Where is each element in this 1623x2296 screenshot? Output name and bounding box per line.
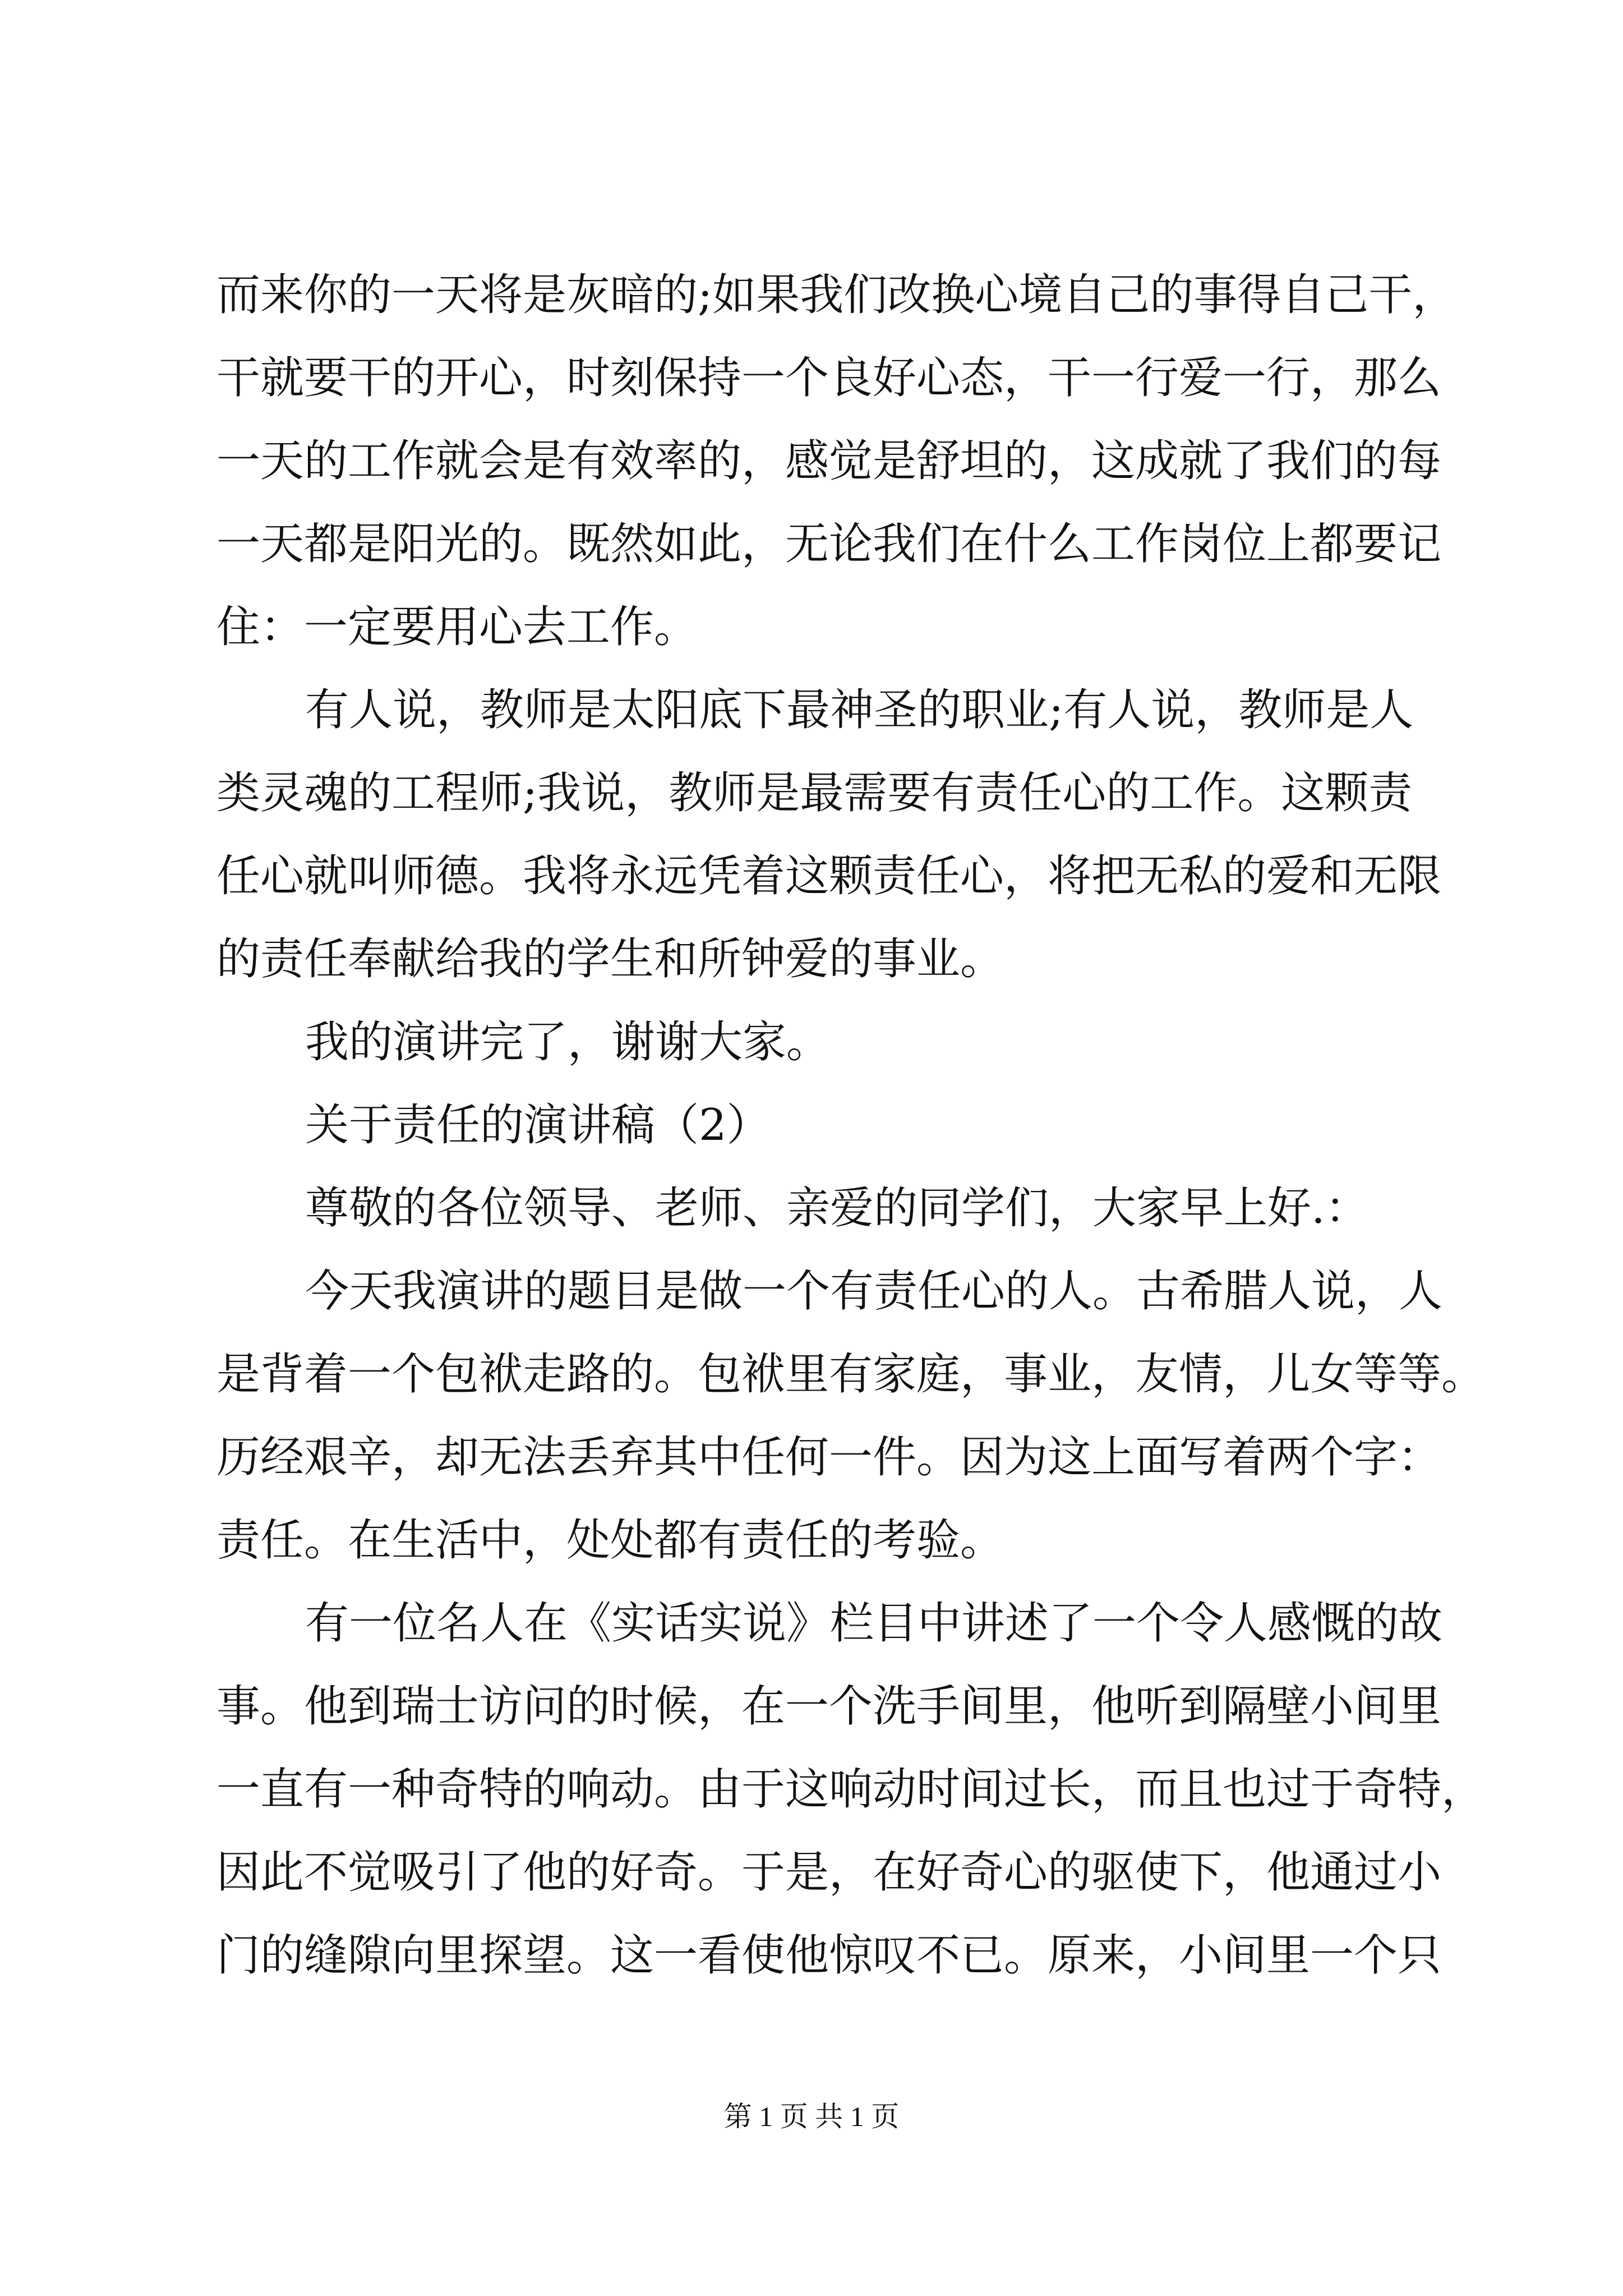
text-line: 任心就叫师德。我将永远凭着这颗责任心，将把无私的爱和无限 (216, 851, 1442, 901)
text-line: 是背着一个包袱走路的。包袱里有家庭，事业，友情，儿女等等。 (216, 1349, 1486, 1400)
page-number-footer: 第 1 页 共 1 页 (723, 2101, 900, 2132)
paragraph-first-line: 有人说，教师是太阳底下最神圣的职业;有人说，教师是人 (305, 685, 1414, 735)
closing-line: 我的演讲完了，谢谢大家。 (305, 1017, 831, 1068)
text-line: 因此不觉吸引了他的好奇。于是，在好奇心的驱使下，他通过小 (216, 1847, 1442, 1898)
text-line: 门的缝隙向里探望。这一看使他惊叹不已。原来，小间里一个只 (216, 1930, 1442, 1981)
text-line: 的责任奉献给我的学生和所钟爱的事业。 (216, 934, 1004, 984)
text-line: 事。他到瑞士访问的时候，在一个洗手间里，他听到隔壁小间里 (216, 1681, 1442, 1732)
text-line: 一直有一种奇特的响动。由于这响动时间过长，而且也过于奇特， (216, 1764, 1486, 1815)
paragraph-first-line: 有一位名人在《实话实说》栏目中讲述了一个令人感慨的故 (305, 1598, 1443, 1649)
paragraph-first-line: 今天我演讲的题目是做一个有责任心的人。古希腊人说，人 (305, 1266, 1443, 1317)
text-line: 干就要干的开心，时刻保持一个良好心态，干一行爱一行，那么 (216, 353, 1442, 403)
text-line: 一天的工作就会是有效率的，感觉是舒坦的，这成就了我们的每 (216, 436, 1442, 486)
text-line: 历经艰辛，却无法丢弃其中任何一件。因为这上面写着两个字： (216, 1432, 1442, 1483)
text-line: 责任。在生活中，处处都有责任的考验。 (216, 1515, 1004, 1566)
document-body (216, 254, 1486, 1997)
text-line: 而来你的一天将是灰暗的;如果我们改换心境自己的事得自己干， (216, 270, 1456, 320)
text-line: 一天都是阳光的。既然如此，无论我们在什么工作岗位上都要记 (216, 519, 1442, 569)
text-line: 类灵魂的工程师;我说，教师是最需要有责任心的工作。这颗责 (216, 768, 1413, 818)
section-heading: 关于责任的演讲稿（2） (305, 1100, 771, 1151)
salutation-line: 尊敬的各位领导、老师、亲爱的同学们，大家早上好.： (305, 1183, 1369, 1234)
text-line: 住：一定要用心去工作。 (216, 602, 698, 652)
